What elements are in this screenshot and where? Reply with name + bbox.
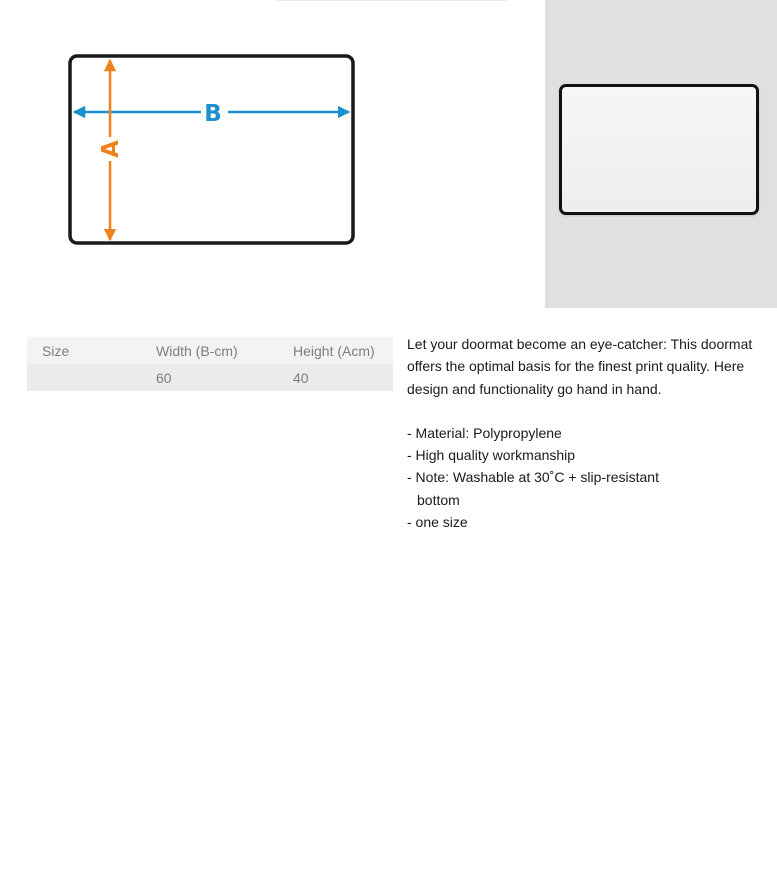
cell-size (27, 364, 156, 391)
header-height: Height (Acm) (293, 342, 375, 359)
cell-height: 40 (293, 369, 309, 386)
description-intro: Let your doormat become an eye-catcher: This doormat offers the optimal basis for the finest print quality. Here design and functionality go hand in hand. (407, 336, 753, 397)
cell-width: 60 (156, 369, 172, 386)
dimension-diagram (24, 48, 380, 254)
list-item: - Material: Polypropylene (407, 424, 562, 441)
size-table (27, 337, 393, 391)
size-table-header (27, 337, 393, 364)
list-item: - one size (407, 514, 468, 531)
header-size: Size (42, 342, 70, 359)
doormat-image (559, 84, 759, 215)
dimension-diagram-svg (24, 48, 380, 254)
label-a: A (98, 140, 124, 158)
label-b: B (204, 101, 222, 127)
feature-list (407, 422, 772, 533)
list-item: - High quality workmanship (407, 447, 576, 464)
product-photo (545, 0, 777, 308)
top-divider (275, 0, 507, 1)
list-item: - Note: Washable at 30˚C + slip-resistant bottom (407, 469, 659, 508)
table-row (27, 364, 393, 391)
product-description (407, 333, 772, 533)
header-width: Width (B-cm) (156, 342, 238, 359)
